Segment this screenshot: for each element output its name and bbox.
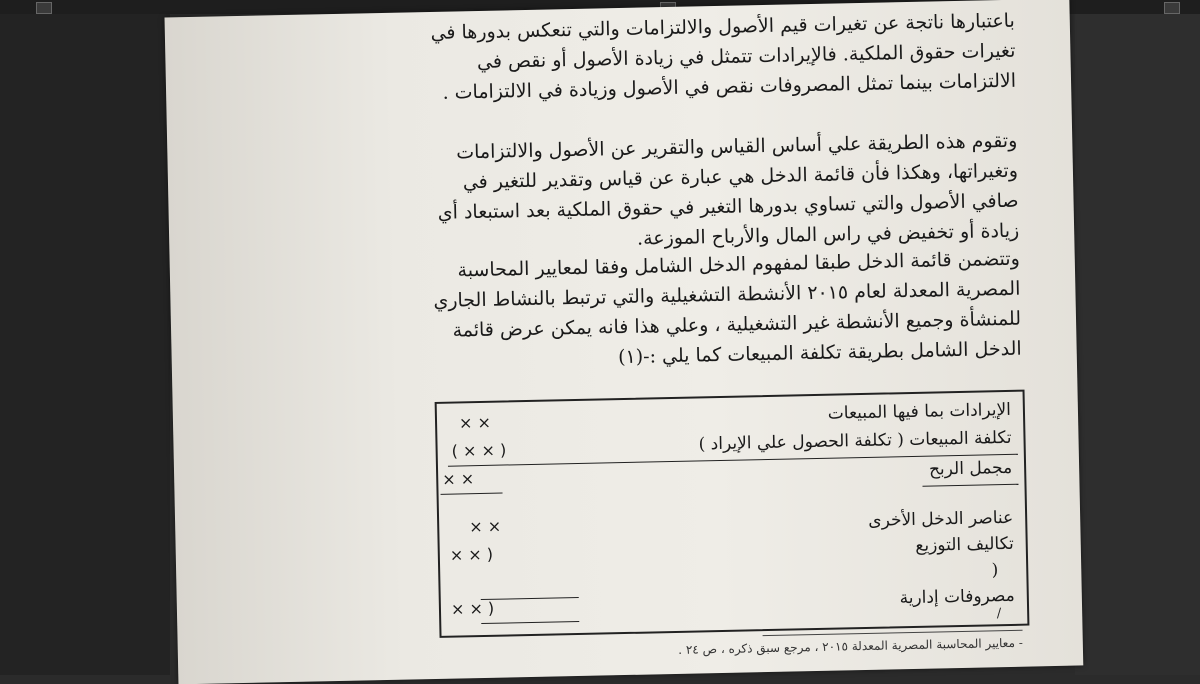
statement-row-label: الإيرادات بما فيها المبيعات	[827, 399, 1012, 424]
statement-row-label: /	[996, 606, 1002, 622]
underline-rule	[441, 493, 503, 495]
statement-row-value: × ×	[469, 516, 502, 537]
right-margin-area	[1075, 14, 1200, 675]
window-button-left[interactable]	[36, 2, 52, 14]
paragraph-line: وتقوم هذه الطريقة علي أساس القياس والتقرير عن الأصول والالتزامات	[455, 129, 1018, 164]
document-page[interactable]	[165, 0, 1084, 684]
paragraph-line: الدخل الشامل بطريقة تكلفة المبيعات كما يلي :-(١)	[617, 337, 1022, 369]
paragraph-3	[330, 244, 1022, 378]
footnote-rule	[763, 630, 1023, 636]
statement-row-label: عناصر الدخل الأخرى	[868, 507, 1014, 531]
statement-row-label: (	[991, 560, 999, 581]
statement-row-value: × × )	[450, 598, 495, 619]
statement-row-value: × × )	[449, 544, 494, 565]
paragraph-1	[325, 6, 1017, 110]
statement-row-label: تكاليف التوزيع	[915, 533, 1014, 556]
statement-row-label: مجمل الربح	[928, 457, 1013, 480]
statement-row-value: × ×	[442, 469, 475, 489]
statement-row-label: مصروفات إدارية	[899, 585, 1016, 609]
statement-row-value: × ×	[458, 412, 492, 433]
underline-rule	[922, 484, 1018, 487]
paragraph-line: تغيرات حقوق الملكية. فالإيرادات تتمثل في زيادة الأصول أو نقص في	[476, 39, 1016, 73]
paragraph-line: وتتضمن قائمة الدخل طبقا لمفهوم الدخل الشامل وفقا لمعايير المحاسبة	[457, 247, 1020, 282]
paragraph-line: صافي الأصول والتي تساوي بدورها التغير في حقوق الملكية بعد استبعاد أي	[437, 189, 1019, 224]
underline-rule	[481, 621, 579, 624]
income-statement-box	[435, 390, 1030, 638]
paragraph-2	[327, 126, 1019, 260]
paragraph-line: للمنشأة وجميع الأنشطة غير التشغيلية ، وعلي هذا فانه يمكن عرض قائمة	[452, 307, 1022, 342]
left-margin-area	[0, 14, 170, 675]
paragraph-line: الالتزامات بينما تمثل المصروفات نقص في الأصول وزيادة في الالتزامات .	[442, 69, 1017, 104]
statement-row-label: تكلفة المبيعات ( تكلفة الحصول علي الإيراد )	[698, 427, 1012, 455]
statement-row-value: ( × × )	[451, 440, 507, 461]
paragraph-line: باعتبارها ناتجة عن تغيرات قيم الأصول والالتزامات والتي تنعكس بدورها في	[430, 9, 1015, 44]
footnote: - معايير المحاسبة المصرية المعدلة ٢٠١٥ ، مرجع سبق ذكره ، ص ٢٤ .	[678, 635, 1023, 657]
underline-rule	[481, 597, 579, 600]
paragraph-line: وتغيراتها، وهكذا فأن قائمة الدخل هي عبارة عن قياس وتقدير للتغير في	[462, 159, 1019, 194]
paragraph-line: زيادة أو تخفيض في راس المال والأرباح الموزعة.	[636, 219, 1020, 250]
paragraph-line: المصرية المعدلة لعام ٢٠١٥ الأنشطة التشغيلية والتي ترتبط بالنشاط الجاري	[433, 277, 1021, 312]
window-button-right[interactable]	[1164, 2, 1180, 14]
